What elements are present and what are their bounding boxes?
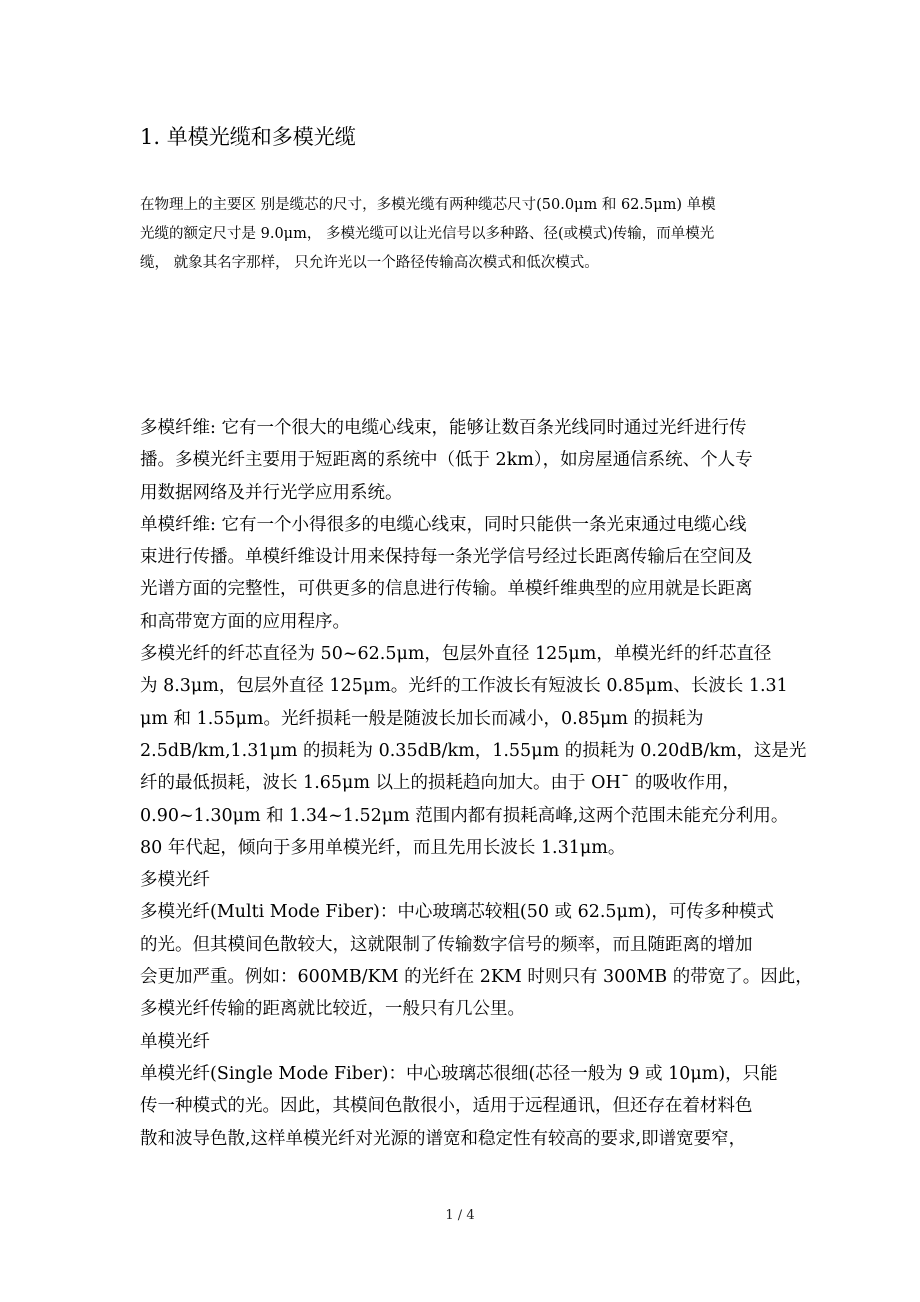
subheading-singlemode: 单模光纤 bbox=[140, 1031, 210, 1052]
body-text bbox=[140, 412, 813, 1155]
body-line: 的光。但其模间色散较大，这就限制了传输数字信号的频率，而且随距离的增加 bbox=[140, 934, 753, 955]
body-line: 80 年代起，倾向于多用单模光纤，而且先用长波长 1.31μm。 bbox=[140, 837, 626, 858]
body-line: 束进行传播。单模纤维设计用来保持每一条光学信号经过长距离传输后在空间及 bbox=[140, 547, 753, 568]
body-line: 散和波导色散,这样单模光纤对光源的谱宽和稳定性有较高的要求,即谱宽要窄， bbox=[140, 1128, 747, 1149]
subheading-multimode: 多模光纤 bbox=[140, 870, 210, 891]
body-line: 多模光纤传输的距离就比较近，一般只有几公里。 bbox=[140, 999, 525, 1020]
body-line: 多模光纤(Multi Mode Fiber)：中心玻璃芯较粗(50 或 62.5μm)，可传多种模式 bbox=[140, 902, 774, 923]
body-line: 播。多模光纤主要用于短距离的系统中（低于 2km），如房屋通信系统、个人专 bbox=[140, 450, 753, 471]
body-line: 多模光纤的纤芯直径为 50~62.5μm，包层外直径 125μm，单模光纤的纤芯直径 bbox=[140, 644, 772, 665]
body-line: 0.90~1.30μm 和 1.34~1.52μm 范围内都有损耗高峰,这两个范围未能充分利用。 bbox=[140, 805, 789, 826]
intro-line: 在物理上的主要区 别是缆芯的尺寸，多模光缆有两种缆芯尺寸(50.0μm 和 62.5μm) 单模 bbox=[140, 197, 716, 213]
intro-line: 缆， 就象其名字那样， 只允许光以一个路径传输高次模式和低次模式。 bbox=[140, 255, 599, 271]
page-number: 1 / 4 bbox=[445, 1208, 475, 1223]
body-line: 2.5dB/km,1.31μm 的损耗为 0.35dB/km，1.55μm 的损耗为 0.20dB/km，这是光 bbox=[140, 740, 807, 761]
body-line: 和高带宽方面的应用程序。 bbox=[140, 611, 350, 632]
body-line: 会更加严重。例如：600MB/KM 的光纤在 2KM 时则只有 300MB 的带宽了。因此， bbox=[140, 967, 813, 988]
body-line: 为 8.3μm，包层外直径 125μm。光纤的工作波长有短波长 0.85μm、长波长 1.31 bbox=[140, 676, 788, 697]
body-line: 纤的最低损耗，波长 1.65μm 以上的损耗趋向加大。由于 OH¯ 的吸收作用， bbox=[140, 773, 741, 794]
body-line: 传一种模式的光。因此，其模间色散很小，适用于远程通讯，但还存在着材料色 bbox=[140, 1096, 753, 1117]
body-line: μm 和 1.55μm。光纤损耗一般是随波长加长而减小，0.85μm 的损耗为 bbox=[140, 708, 704, 729]
intro-line: 光缆的额定尺寸是 9.0μm， 多模光缆可以让光信号以多种路、径(或模式)传输，而单模光 bbox=[140, 226, 715, 242]
body-line: 单模纤维: 它有一个小得很多的电缆心线束，同时只能供一条光束通过电缆心线 bbox=[140, 514, 747, 535]
body-line: 单模光纤(Single Mode Fiber)：中心玻璃芯很细(芯径一般为 9 或 10μm)，只能 bbox=[140, 1063, 778, 1084]
body-line: 多模纤维: 它有一个很大的电缆心线束，能够让数百条光线同时通过光纤进行传 bbox=[140, 418, 747, 438]
section-title: 1. 单模光缆和多模光缆 bbox=[140, 125, 356, 149]
body-line: 光谱方面的完整性，可供更多的信息进行传输。单模纤维典型的应用就是长距离 bbox=[140, 579, 753, 600]
intro-paragraph bbox=[140, 191, 788, 278]
body-line: 用数据网络及并行光学应用系统。 bbox=[140, 482, 403, 503]
